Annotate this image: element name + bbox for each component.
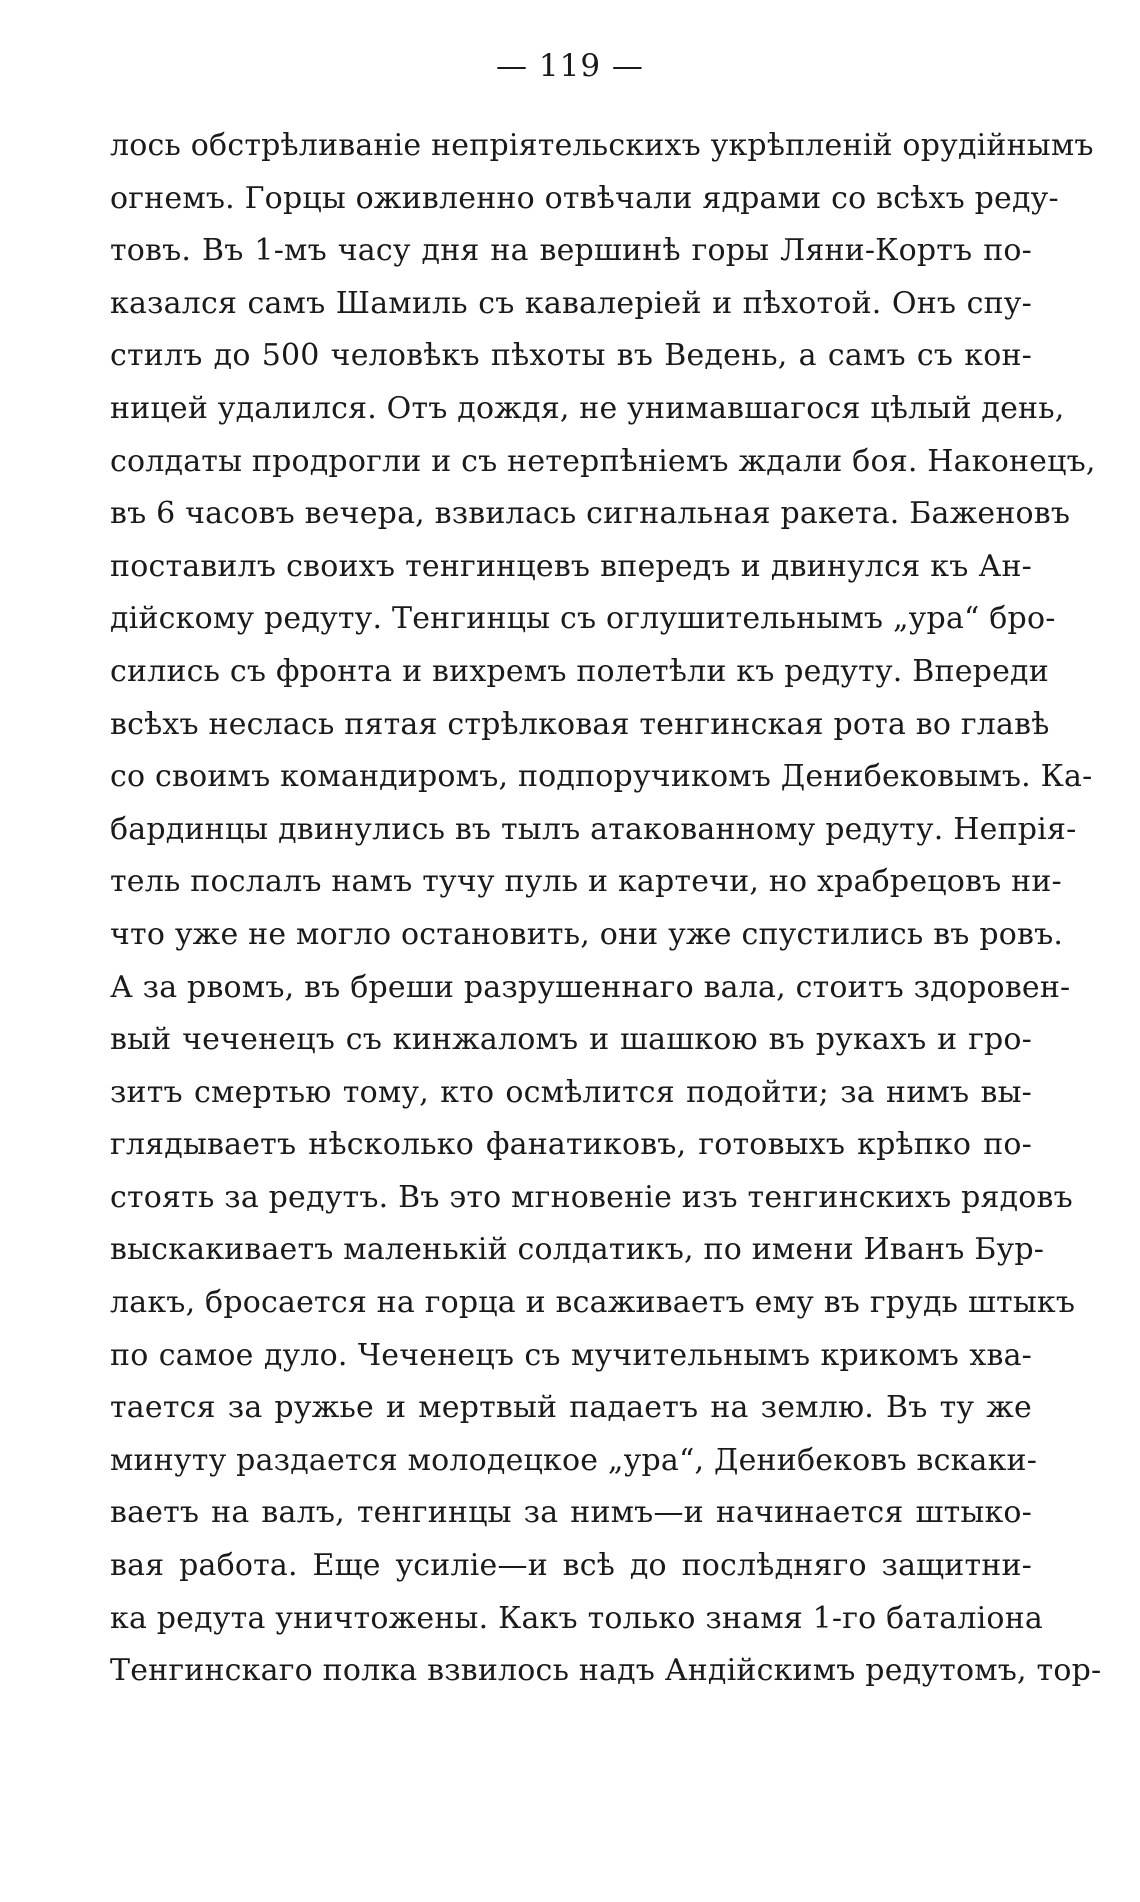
text-line: по самое дуло. Чеченецъ съ мучительнымъ крикомъ хва-	[110, 1337, 1032, 1373]
text-line: со своимъ командиромъ, подпоручикомъ Денибековымъ. Ка-	[110, 759, 1093, 795]
text-line: ваетъ на валъ, тенгинцы за нимъ—и начинается штыко-	[110, 1495, 1032, 1531]
text-line: Тенгинскаго полка взвилось надъ Андійскимъ редутомъ, тор-	[110, 1653, 1102, 1689]
text-line: ка редута уничтожены. Какъ только знамя 1-го баталіона	[110, 1600, 1043, 1636]
text-line: солдаты продрогли и съ нетерпѣніемъ ждали боя. Наконецъ,	[110, 443, 1096, 479]
text-line: бардинцы двинулись въ тылъ атакованному редуту. Непрія-	[110, 811, 1077, 847]
text-line: стоять за редутъ. Въ это мгновеніе изъ тенгинскихъ рядовъ	[110, 1179, 1073, 1215]
text-line: тель послалъ намъ тучу пуль и картечи, но храбрецовъ ни-	[110, 864, 1062, 900]
text-line: въ 6 часовъ вечера, взвилась сигнальная ракета. Баженовъ	[110, 496, 1071, 532]
text-line: минуту раздается молодецкое „ура“, Денибековъ вскаки-	[110, 1442, 1038, 1478]
text-line: зитъ смертью тому, кто осмѣлится подойти; за нимъ вы-	[110, 1074, 1032, 1110]
text-line: что уже не могло остановить, они уже спустились въ ровъ.	[110, 916, 1064, 952]
page-number: — 119 —	[496, 48, 644, 84]
text-line: поставилъ своихъ тенгинцевъ впередъ и двинулся къ Ан-	[110, 548, 1032, 584]
text-line: товъ. Въ 1-мъ часу дня на вершинѣ горы Ляни-Кортъ по-	[110, 233, 1032, 269]
text-line: вая работа. Еще усиліе—и всѣ до послѣдняго защитни-	[110, 1548, 1032, 1584]
text-line: глядываетъ нѣсколько фанатиковъ, готовыхъ крѣпко по-	[110, 1127, 1032, 1163]
text-line: выскакиваетъ маленькій солдатикъ, по имени Иванъ Бур-	[110, 1232, 1045, 1268]
text-line: вый чеченецъ съ кинжаломъ и шашкою въ рукахъ и гро-	[110, 1022, 1032, 1058]
text-line: лось обстрѣливаніе непріятельскихъ укрѣпленій орудійнымъ	[110, 128, 1094, 163]
text-line: стилъ до 500 человѣкъ пѣхоты въ Ведень, а самъ съ кон-	[110, 338, 1032, 374]
text-line: ницей удалился. Отъ дождя, не унимавшагося цѣлый день,	[110, 390, 1065, 426]
text-line: тается за ружье и мертвый падаетъ на землю. Въ ту же	[110, 1390, 1032, 1426]
text-line: казался самъ Шамиль съ кавалеріей и пѣхотой. Онъ спу-	[110, 285, 1032, 321]
text-line: огнемъ. Горцы оживленно отвѣчали ядрами со всѣхъ реду-	[110, 180, 1059, 216]
text-line: сились съ фронта и вихремъ полетѣли къ редуту. Впереди	[110, 653, 1049, 689]
text-line: всѣхъ неслась пятая стрѣлковая тенгинская рота во главѣ	[110, 706, 1050, 742]
text-line: лакъ, бросается на горца и всаживаетъ ему въ грудь штыкъ	[110, 1285, 1076, 1321]
text-line: А за рвомъ, въ бреши разрушеннаго вала, стоитъ здоровен-	[110, 969, 1071, 1005]
body-text	[110, 120, 1102, 1698]
text-line: дійскому редуту. Тенгинцы съ оглушительнымъ „ура“ бро-	[110, 601, 1056, 637]
